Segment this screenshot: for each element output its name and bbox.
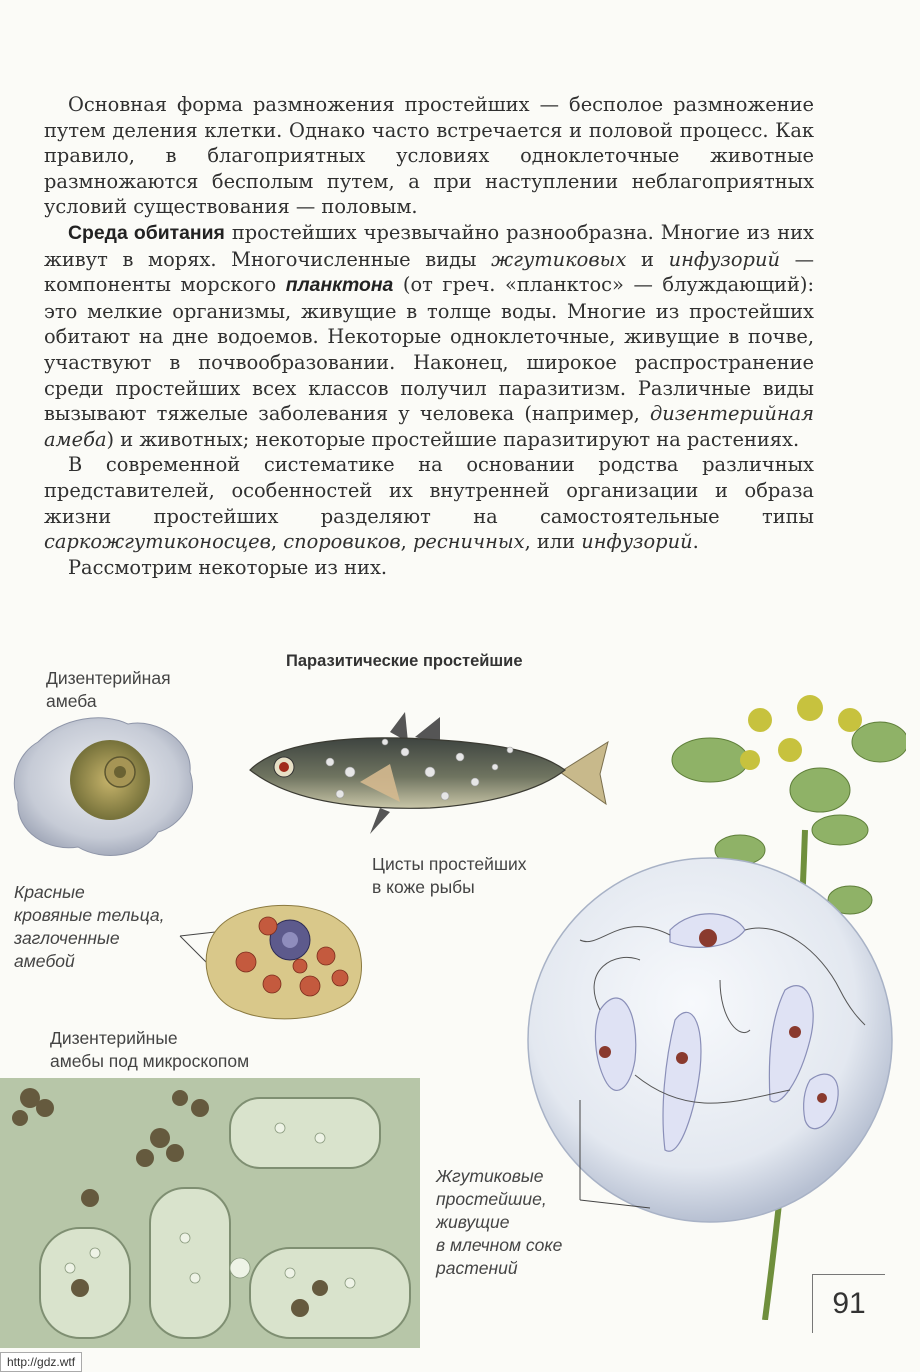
text-run: — компоненты морского: [44, 247, 814, 297]
caption-amoeba: Дизентерийная амеба: [46, 668, 171, 711]
caption-microscope: Дизентерийные амебы под микроскопом: [50, 1028, 250, 1071]
text-run: , или: [524, 530, 582, 554]
microscope-photo: [0, 1078, 420, 1348]
text-run: Среда обитания: [68, 221, 225, 244]
figure-title: Паразитические простейшие: [286, 652, 523, 670]
paragraph: [44, 220, 814, 452]
caption-flagellates: Жгутиковые простейшие, живущие в млечном соке растений: [436, 1166, 563, 1278]
text-run: В современной систематике на основании родства различных представителей, особенностей их внутренней организации и образа жизни простейших разделяют на самостоятельные типы: [44, 453, 814, 528]
body-text: [44, 92, 814, 580]
paragraph: [44, 452, 814, 554]
text-run: Рассмотрим некоторые из них.: [68, 555, 388, 579]
text-run: ресничных: [413, 530, 525, 554]
paragraph: [44, 92, 814, 220]
text-run: саркожгутиконосцев: [44, 530, 271, 554]
caption-fish: Цисты простейших в коже рыбы: [372, 854, 527, 897]
text-run: ) и животных; некоторые простейшие паразитируют на растениях.: [106, 427, 800, 451]
text-run: инфузорий: [668, 247, 780, 271]
text-run: простейших чрезвычайно разнообразна. Многие из них живут в морях. Многочисленные виды: [44, 220, 814, 271]
text-run: инфузорий: [581, 530, 693, 554]
paragraph: [44, 555, 814, 581]
site-url[interactable]: http://gdz.wtf: [0, 1352, 82, 1372]
text-run: ,: [400, 530, 413, 554]
amoeba-illustration: [8, 712, 200, 862]
plant-flagellates-illustration: [520, 680, 906, 1320]
text-run: и: [626, 247, 669, 271]
page-number: 91: [812, 1274, 885, 1333]
text-run: .: [692, 530, 699, 554]
text-run: ,: [270, 530, 284, 554]
text-run: дизентерийная амеба: [44, 402, 814, 451]
text-run: споровиков: [283, 530, 401, 554]
amoeba-red-cells-illustration: [150, 896, 370, 1026]
text-run: Основная форма размножения простейших — бесполое размножение путем деления клетки. Однако часто встречается и половой процесс. Как правило, в благоприятных условиях одноклеточные животные размножаются бесполым путем, а при наступлении неблагоприятных условий существования — половым.: [44, 93, 814, 219]
text-run: планктона: [285, 274, 394, 297]
text-run: жгутиковых: [491, 247, 627, 271]
text-run: (от греч. «планктос» — блуждающий): это мелкие организмы, живущие в толще воды. Многие из простейших обитают на дне водоемов. Некоторые одноклеточные, живущие в почве, участвуют в почвообразовании. Наконец, широкое распространение среди простейших всех классов получил паразитизм. Различные виды вызывают тяжелые заболевания у человека (например,: [44, 273, 814, 426]
caption-red-cells: Красные кровяные тельца, заглоченные амебой: [14, 882, 165, 971]
